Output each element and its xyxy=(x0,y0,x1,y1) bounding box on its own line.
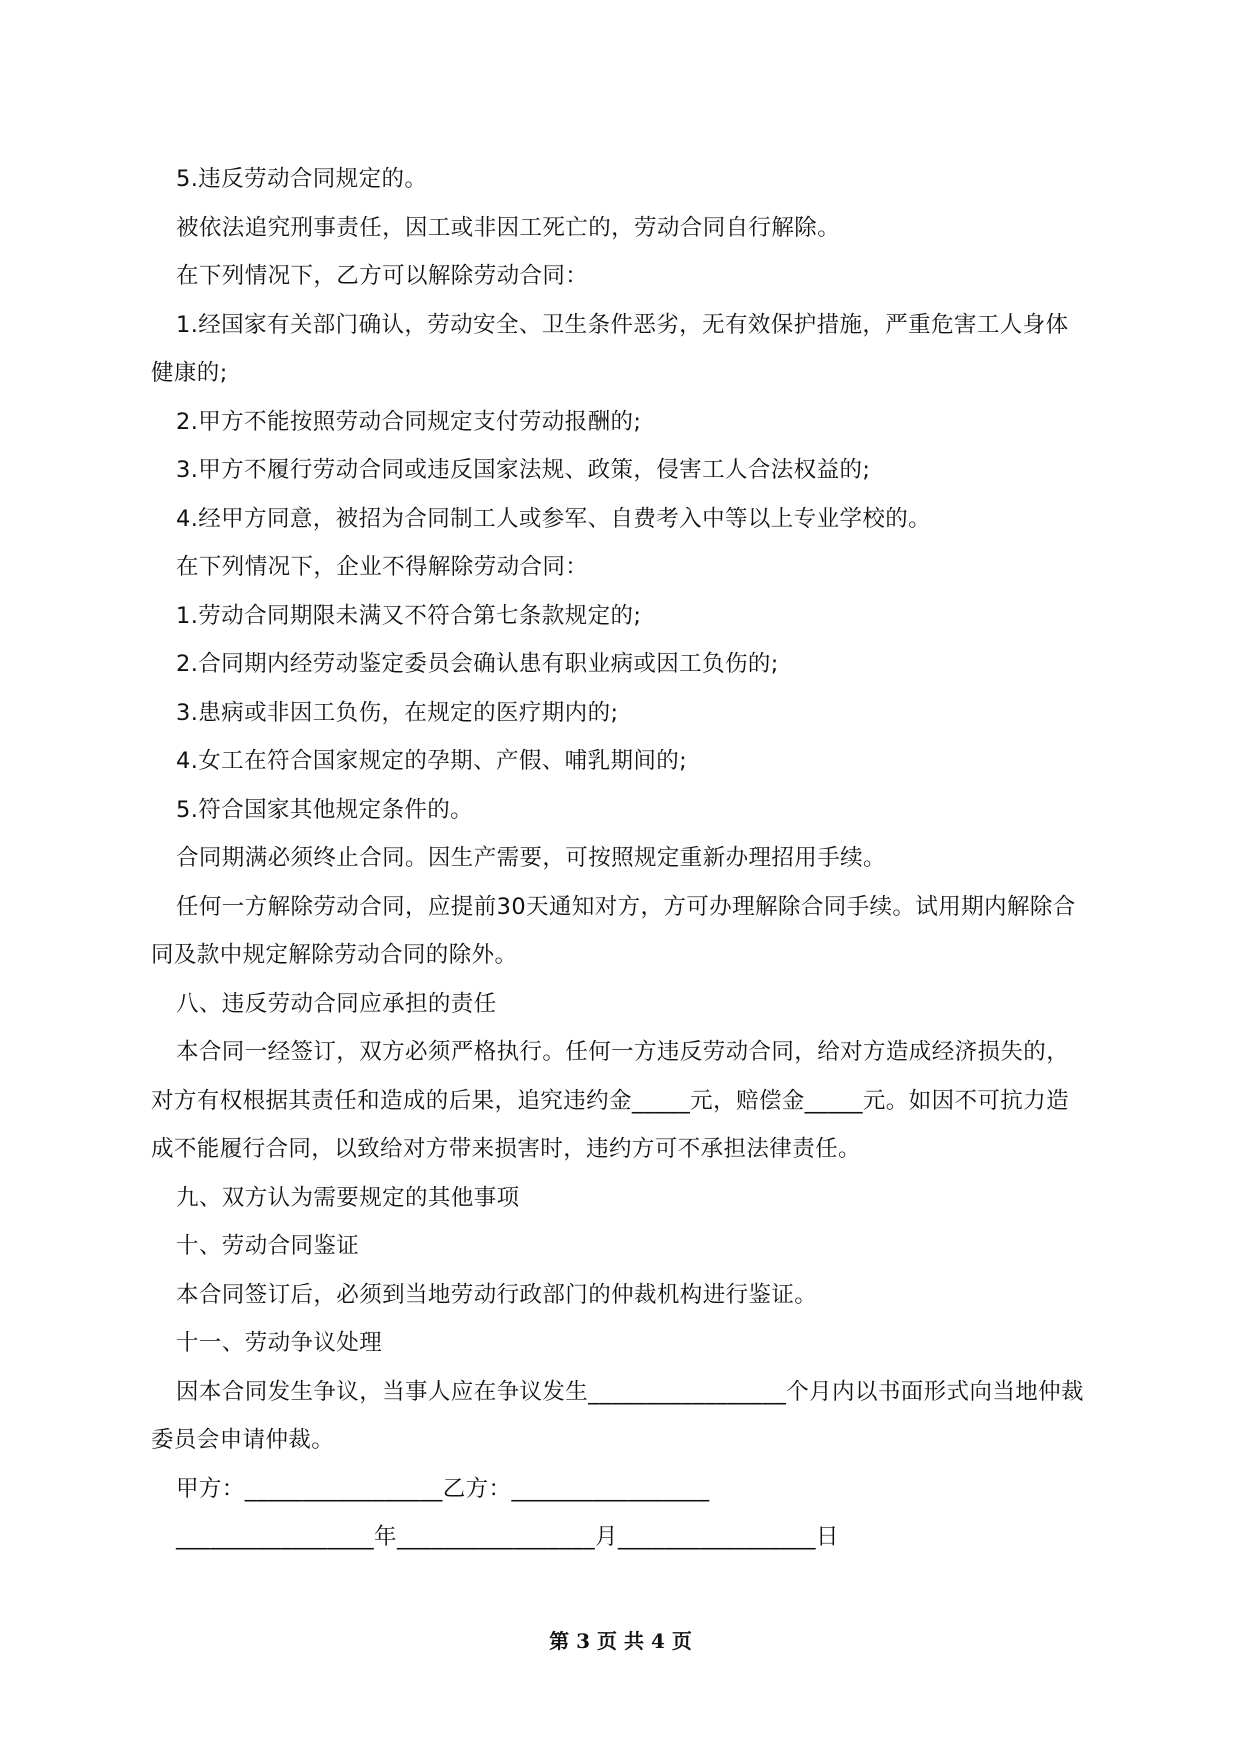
paragraph: 在下列情况下，乙方可以解除劳动合同： xyxy=(176,263,589,289)
section-heading: 十一、劳动争议处理 xyxy=(176,1330,383,1356)
paragraph: 5.符合国家其他规定条件的。 xyxy=(176,796,474,823)
paragraph: 2.合同期内经劳动鉴定委员会确认患有职业病或因工负伤的; xyxy=(176,651,779,677)
section-heading: 八、违反劳动合同应承担的责任 xyxy=(176,990,497,1017)
paragraph: 2.甲方不能按照劳动合同规定支付劳动报酬的; xyxy=(176,408,642,435)
paragraph: 因本合同发生争议，当事人应在争议发生_________________个月内以书面形式向当地仲裁委员会申请仲裁。 xyxy=(151,1378,1084,1453)
paragraph: 被依法追究刑事责任，因工或非因工死亡的，劳动合同自行解除。 xyxy=(176,214,841,241)
date-line: _________________年_________________月_________________日 xyxy=(176,1524,839,1550)
document-body xyxy=(151,155,1091,1562)
paragraph: 任何一方解除劳动合同，应提前30天通知对方，方可办理解除合同手续。试用期内解除合同及款中规定解除劳动合同的除外。 xyxy=(151,893,1076,968)
section-heading: 九、双方认为需要规定的其他事项 xyxy=(176,1184,520,1211)
section-heading: 十、劳动合同鉴证 xyxy=(176,1233,360,1259)
paragraph: 本合同签订后，必须到当地劳动行政部门的仲裁机构进行鉴证。 xyxy=(176,1281,818,1308)
paragraph: 3.甲方不履行劳动合同或违反国家法规、政策，侵害工人合法权益的; xyxy=(176,457,871,483)
paragraph: 本合同一经签订，双方必须严格执行。任何一方违反劳动合同，给对方造成经济损失的，对方有权根据其责任和造成的后果，追究违约金_____元，赔偿金_____元。如因不可抗力造成不能履行合同，以致给对方带来损害时，违约方可不承担法律责任。 xyxy=(151,1039,1070,1162)
page-number-footer: 第 3 页 共 4 页 xyxy=(549,1629,692,1653)
paragraph: 4.经甲方同意，被招为合同制工人或参军、自费考入中等以上专业学校的。 xyxy=(176,505,932,532)
paragraph: 5.违反劳动合同规定的。 xyxy=(176,166,428,192)
paragraph: 1.经国家有关部门确认，劳动安全、卫生条件恶劣，无有效保护措施，严重危害工人身体健康的; xyxy=(151,311,1069,386)
paragraph: 4.女工在符合国家规定的孕期、产假、哺乳期间的; xyxy=(176,748,688,774)
paragraph: 在下列情况下，企业不得解除劳动合同： xyxy=(176,554,589,580)
paragraph: 1.劳动合同期限未满又不符合第七条款规定的; xyxy=(176,602,642,629)
paragraph: 合同期满必须终止合同。因生产需要，可按照规定重新办理招用手续。 xyxy=(176,845,886,871)
paragraph: 3.患病或非因工负伤，在规定的医疗期内的; xyxy=(176,699,619,726)
signature-line: 甲方：_________________乙方：_________________ xyxy=(176,1475,710,1502)
